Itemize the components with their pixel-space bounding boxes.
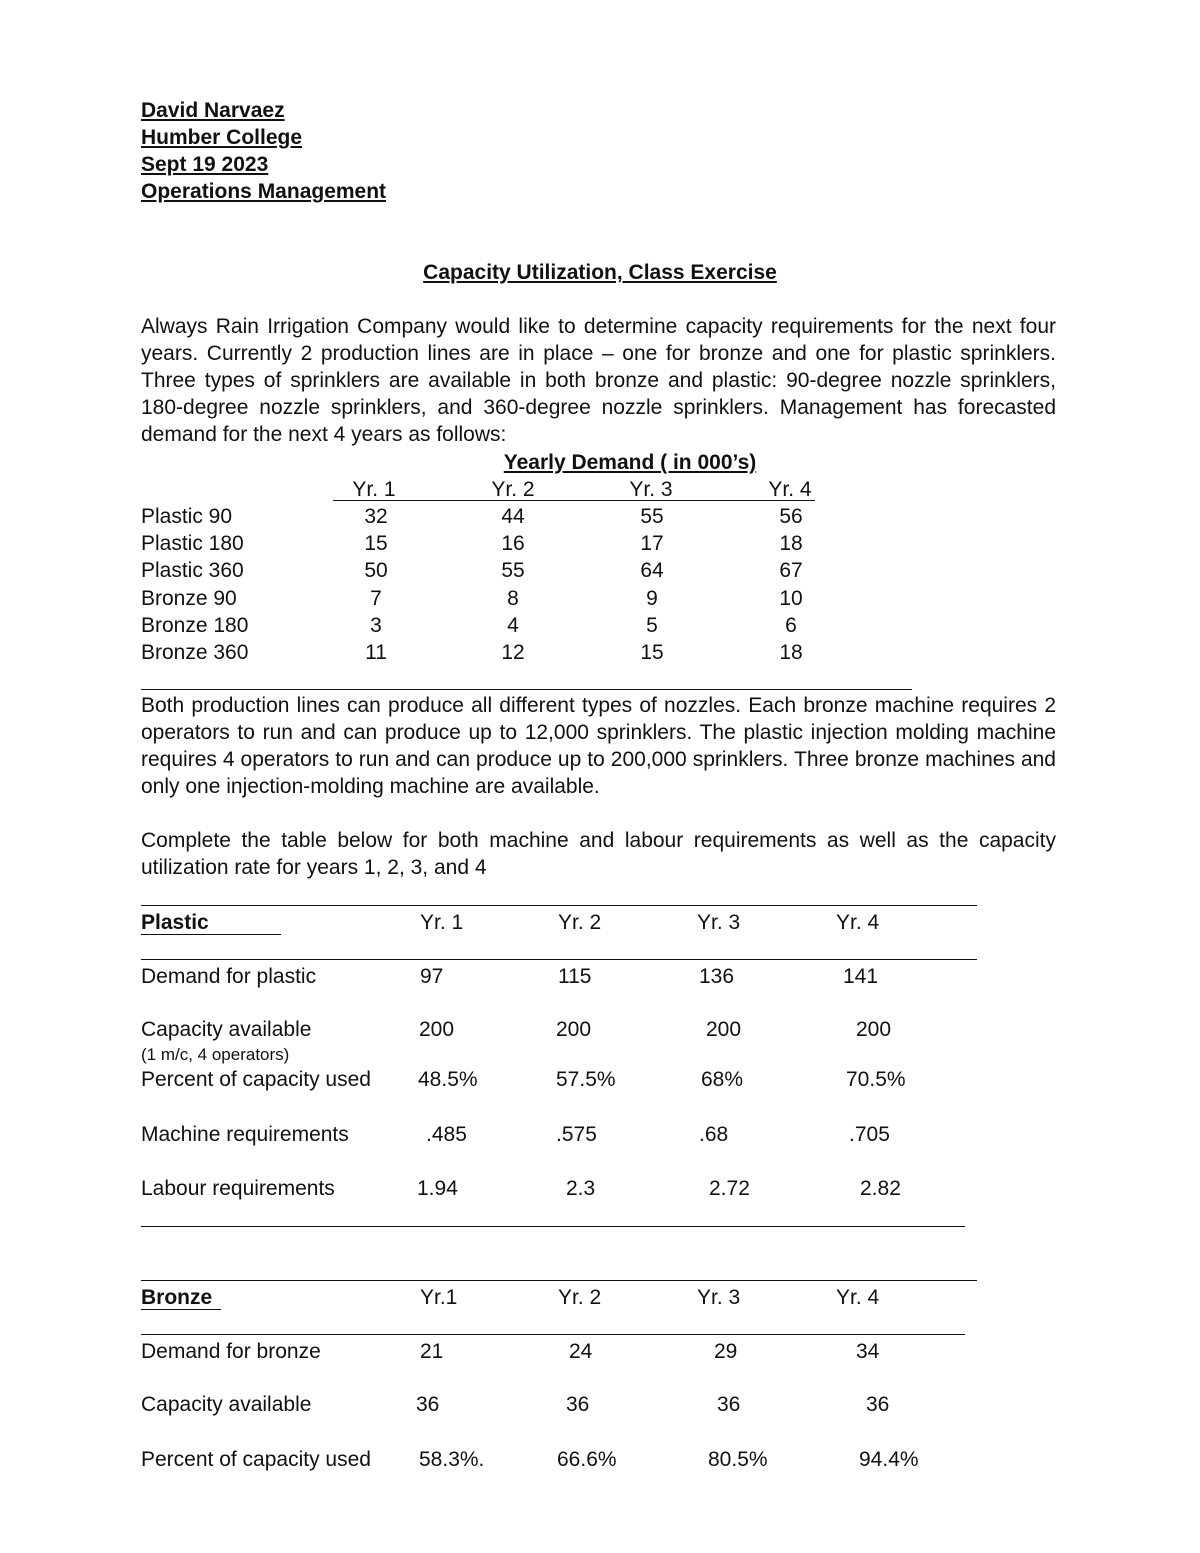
bronze-percent-cell: 58.3%.: [419, 1448, 485, 1471]
demand-cell: 56: [779, 505, 803, 528]
demand-row-label: Bronze 90: [141, 587, 237, 610]
plastic-demand-label: Demand for plastic: [141, 965, 317, 988]
plastic-machine-label: Machine requirements: [141, 1123, 349, 1146]
bronze-demand-cell: 24: [569, 1340, 593, 1363]
demand-row-label: Bronze 360: [141, 641, 249, 664]
bronze-year-header: Yr. 3: [697, 1286, 741, 1309]
separator-line: [141, 689, 912, 690]
plastic-capacity-cell: 200: [556, 1018, 592, 1041]
intro-paragraph: Always Rain Irrigation Company would like to determine capacity requirements for the next four years. Currently 2 production lines are in place – one for bronze and one for plastic sprinklers. Three types of sprinklers are available in both bronze and plastic: 90-degree nozzle sprinklers, 180-degree nozzle sprinklers, and 360-degree nozzle sprinklers. Management has forecasted demand for the next 4 years as follows:: [141, 315, 1056, 446]
demand-cell: 3: [370, 614, 382, 637]
demand-year-header: Yr. 3: [629, 478, 673, 501]
demand-cell: 17: [640, 532, 664, 555]
plastic-percent-cell: 48.5%: [418, 1068, 478, 1091]
plastic-machine-cell: .705: [849, 1123, 890, 1146]
demand-cell: 6: [785, 614, 797, 637]
demand-cell: 55: [640, 505, 664, 528]
plastic-labour-cell: 2.72: [709, 1177, 750, 1200]
demand-cell: 50: [364, 559, 388, 582]
bronze-percent-cell: 80.5%: [708, 1448, 768, 1471]
bronze-heading: Bronze: [141, 1286, 213, 1309]
demand-cell: 9: [646, 587, 658, 610]
demand-row-label: Plastic 180: [141, 532, 244, 555]
bronze-demand-cell: 21: [420, 1340, 444, 1363]
demand-row-label: Plastic 360: [141, 559, 244, 582]
plastic-capacity-note: (1 m/c, 4 operators): [141, 1045, 290, 1064]
plastic-labour-label: Labour requirements: [141, 1177, 335, 1200]
demand-cell: 5: [646, 614, 658, 637]
author-name: David Narvaez: [141, 99, 285, 122]
demand-table-title: Yearly Demand ( in 000’s): [503, 451, 757, 474]
plastic-year-header: Yr. 3: [697, 911, 741, 934]
demand-cell: 10: [779, 587, 803, 610]
plastic-percent-cell: 57.5%: [556, 1068, 616, 1091]
demand-row-label: Bronze 180: [141, 614, 249, 637]
plastic-heading: Plastic: [141, 911, 209, 934]
demand-year-header: Yr. 1: [352, 478, 396, 501]
table-rule: [141, 1334, 965, 1335]
bronze-year-header: Yr. 2: [558, 1286, 602, 1309]
plastic-machine-cell: .485: [426, 1123, 467, 1146]
plastic-capacity-cell: 200: [706, 1018, 742, 1041]
demand-cell: 15: [640, 641, 664, 664]
bronze-capacity-cell: 36: [416, 1393, 440, 1416]
demand-cell: 18: [779, 641, 803, 664]
plastic-machine-cell: .68: [699, 1123, 729, 1146]
course-name: Operations Management: [141, 180, 387, 203]
instructions-paragraph: Complete the table below for both machine and labour requirements as well as the capacity utilization rate for years 1, 2, 3, and 4: [141, 829, 1056, 879]
bronze-percent-cell: 66.6%: [557, 1448, 617, 1471]
demand-cell: 15: [364, 532, 388, 555]
bronze-demand-cell: 29: [714, 1340, 738, 1363]
table-rule: [141, 905, 977, 906]
plastic-demand-cell: 115: [558, 965, 592, 988]
plastic-demand-cell: 136: [699, 965, 735, 988]
plastic-labour-cell: 1.94: [417, 1177, 458, 1200]
plastic-demand-cell: 141: [843, 965, 879, 988]
demand-cell: 32: [364, 505, 388, 528]
demand-cell: 16: [501, 532, 525, 555]
table-rule: [141, 959, 977, 960]
document-title: Capacity Utilization, Class Exercise: [423, 261, 777, 284]
plastic-capacity-label: Capacity available: [141, 1018, 312, 1041]
demand-cell: 18: [779, 532, 803, 555]
table-rule: [141, 1226, 965, 1227]
demand-cell: 67: [779, 559, 803, 582]
plastic-capacity-cell: 200: [419, 1018, 455, 1041]
plastic-year-header: Yr. 4: [836, 911, 880, 934]
bronze-percent-label: Percent of capacity used: [141, 1448, 371, 1471]
demand-cell: 7: [370, 587, 382, 610]
bronze-year-header: Yr.1: [420, 1286, 458, 1309]
heading-underline: [141, 934, 281, 935]
demand-year-header: Yr. 4: [768, 478, 812, 501]
plastic-percent-label: Percent of capacity used: [141, 1068, 371, 1091]
demand-cell: 8: [507, 587, 519, 610]
bronze-year-header: Yr. 4: [836, 1286, 880, 1309]
table-rule: [141, 1280, 977, 1281]
plastic-year-header: Yr. 1: [420, 911, 464, 934]
demand-cell: 12: [501, 641, 525, 664]
machines-paragraph: Both production lines can produce all different types of nozzles. Each bronze machine requires 2 operators to run and can produce up to 12,000 sprinklers. The plastic injection molding machine requires 4 operators to run and can produce up to 200,000 sprinklers. Three bronze machines and only one injection-molding machine are available.: [141, 694, 1056, 798]
bronze-capacity-label: Capacity available: [141, 1393, 312, 1416]
document-date: Sept 19 2023: [141, 153, 269, 176]
bronze-percent-cell: 94.4%: [859, 1448, 919, 1471]
demand-cell: 55: [501, 559, 525, 582]
bronze-capacity-cell: 36: [866, 1393, 890, 1416]
bronze-capacity-cell: 36: [717, 1393, 741, 1416]
heading-underline: [141, 1309, 221, 1310]
bronze-demand-cell: 34: [856, 1340, 880, 1363]
demand-year-header: Yr. 2: [491, 478, 535, 501]
demand-cell: 64: [640, 559, 664, 582]
plastic-labour-cell: 2.3: [566, 1177, 596, 1200]
plastic-percent-cell: 70.5%: [846, 1068, 906, 1091]
plastic-year-header: Yr. 2: [558, 911, 602, 934]
demand-cell: 4: [507, 614, 519, 637]
demand-cell: 11: [365, 641, 387, 664]
college-name: Humber College: [141, 126, 303, 149]
demand-cell: 44: [501, 505, 525, 528]
plastic-percent-cell: 68%: [701, 1068, 744, 1091]
plastic-labour-cell: 2.82: [860, 1177, 901, 1200]
plastic-capacity-cell: 200: [856, 1018, 892, 1041]
plastic-demand-cell: 97: [420, 965, 444, 988]
bronze-demand-label: Demand for bronze: [141, 1340, 321, 1363]
bronze-capacity-cell: 36: [566, 1393, 590, 1416]
demand-row-label: Plastic 90: [141, 505, 233, 528]
plastic-machine-cell: .575: [556, 1123, 597, 1146]
